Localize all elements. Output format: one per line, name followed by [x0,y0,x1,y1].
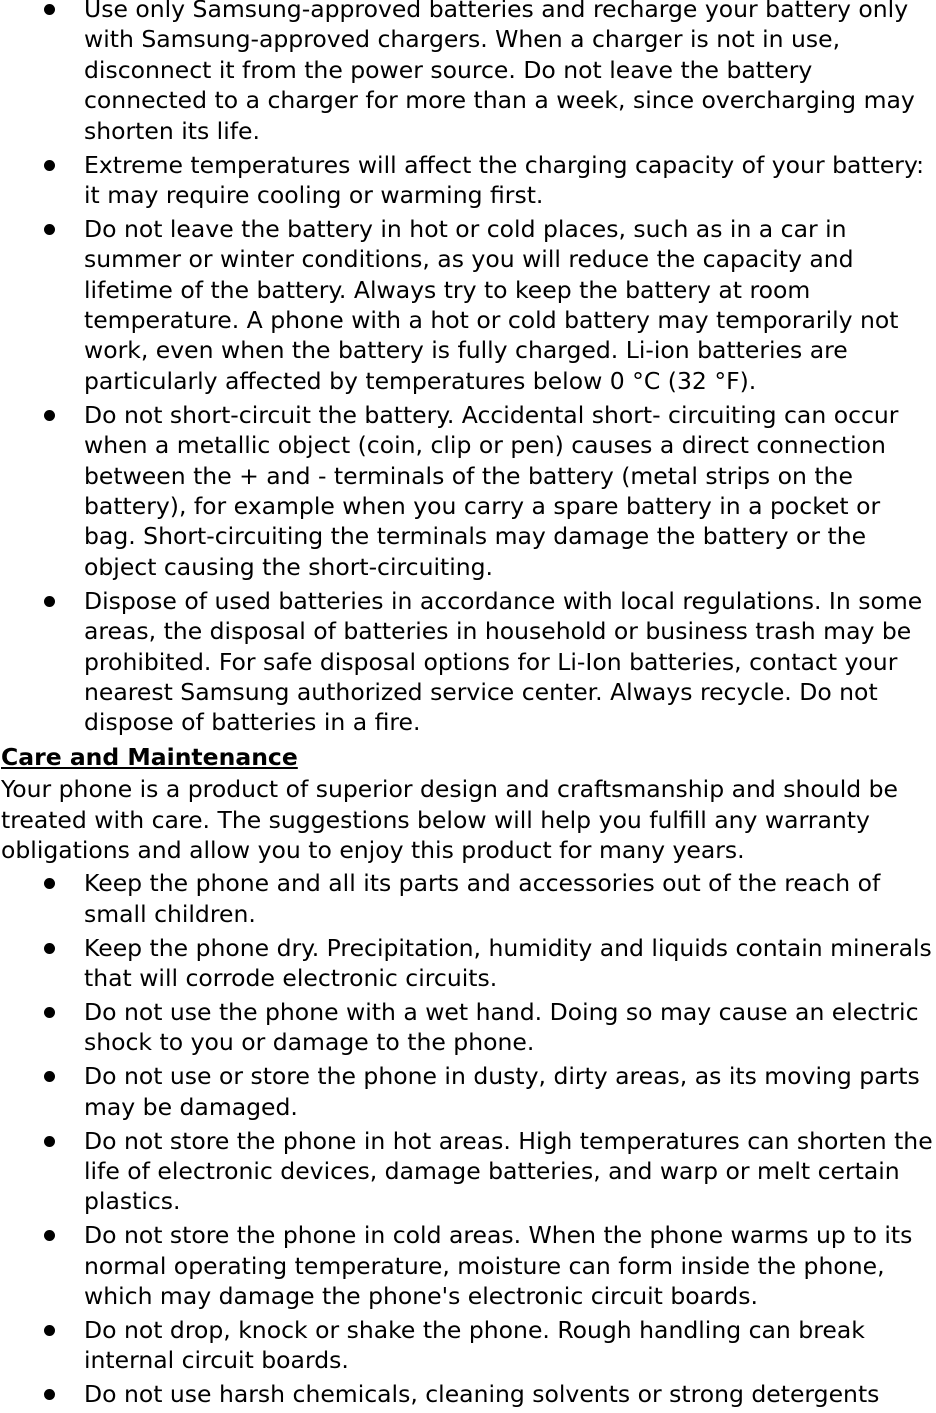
bullet-icon [44,224,55,235]
bullet-text: Extreme temperatures will affect the charging capacity of your battery: it may require cooling or warming first. [84,150,925,209]
bullet-icon [44,878,55,889]
bullet-text: Keep the phone dry. Precipitation, humidity and liquids contain minerals that will corrode electronic circuits. [84,933,932,993]
list-item [0,150,936,211]
list-item [0,868,936,929]
bullet-icon [44,1136,55,1147]
bullet-text: Do not use harsh chemicals, cleaning solvents or strong detergents [84,1380,880,1409]
care-bullet-list [0,868,936,1409]
list-item [0,586,936,738]
bullet-text: Do not use the phone with a wet hand. Doing so may cause an electric shock to you or damage to the phone. [84,998,919,1057]
bullet-text: Dispose of used batteries in accordance with local regulations. In some areas, the disposal of batteries in household or business trash may be prohibited. For safe disposal options for Li-Ion batteries, contact your nearest Samsung authorized service center. Always recycle. Do not dispose of batteries in a fire. [84,586,923,737]
list-item [0,1126,936,1217]
bullet-icon [44,1230,55,1241]
bullet-icon [44,596,55,607]
bullet-icon [44,410,55,421]
bullet-text: Keep the phone and all its parts and accessories out of the reach of small children. [84,869,881,928]
list-item [0,997,936,1058]
bullet-icon [44,1007,55,1018]
list-item [0,0,936,146]
bullet-text: Do not store the phone in cold areas. When the phone warms up to its normal operating temperature, moisture can form inside the phone, which may damage the phone's electronic circuit boards. [84,1221,913,1311]
list-item [0,1315,936,1376]
list-item [0,1220,936,1311]
bullet-text: Use only Samsung-approved batteries and recharge your battery only with Samsung-approved chargers. When a charger is not in use, disconnect it from the power source. Do not leave the battery connected to a charger for more than a week, since overcharging may shorten its life. [84,0,915,145]
list-item [0,400,936,582]
list-item [0,214,936,396]
section-heading: Care and Maintenance [1,742,298,771]
bullet-icon [44,943,55,954]
bullet-icon [44,1325,55,1336]
list-item [0,933,936,994]
bullet-text: Do not drop, knock or shake the phone. Rough handling can break internal circuit boards. [84,1316,865,1375]
section-intro: Your phone is a product of superior design and craftsmanship and should be treated with care. The suggestions below will help you fulfill any warranty obligations and allow you to enjoy this product for many years. [1,775,898,864]
list-item [0,1061,936,1122]
bullet-icon [44,4,55,15]
list-item [0,1379,936,1409]
bullet-icon [44,1389,55,1400]
bullet-text: Do not use or store the phone in dusty, dirty areas, as its moving parts may be damaged. [84,1062,920,1121]
bullet-icon [44,1071,55,1082]
bullet-text: Do not store the phone in hot areas. High temperatures can shorten the life of electronic devices, damage batteries, and warp or melt certain plastics. [84,1126,933,1216]
bullet-text: Do not leave the battery in hot or cold places, such as in a car in summer or winter conditions, as you will reduce the capacity and lifetime of the battery. Always try to keep the battery at room temperature. A phone with a hot or cold battery may temporarily not work, even when the battery is fully charged. Li-ion batteries are particularly affected by temperatures below 0 °C (32 °F). [84,214,899,395]
bullet-icon [44,160,55,171]
bullet-text: Do not short-circuit the battery. Accidental short- circuiting can occur when a metallic object (coin, clip or pen) causes a direct connection between the + and - terminals of the battery (metal strips on the battery), for example when you carry a spare battery in a pocket or bag. Short-circuiting the terminals may damage the battery or the object causing the short-circuiting. [84,400,899,581]
